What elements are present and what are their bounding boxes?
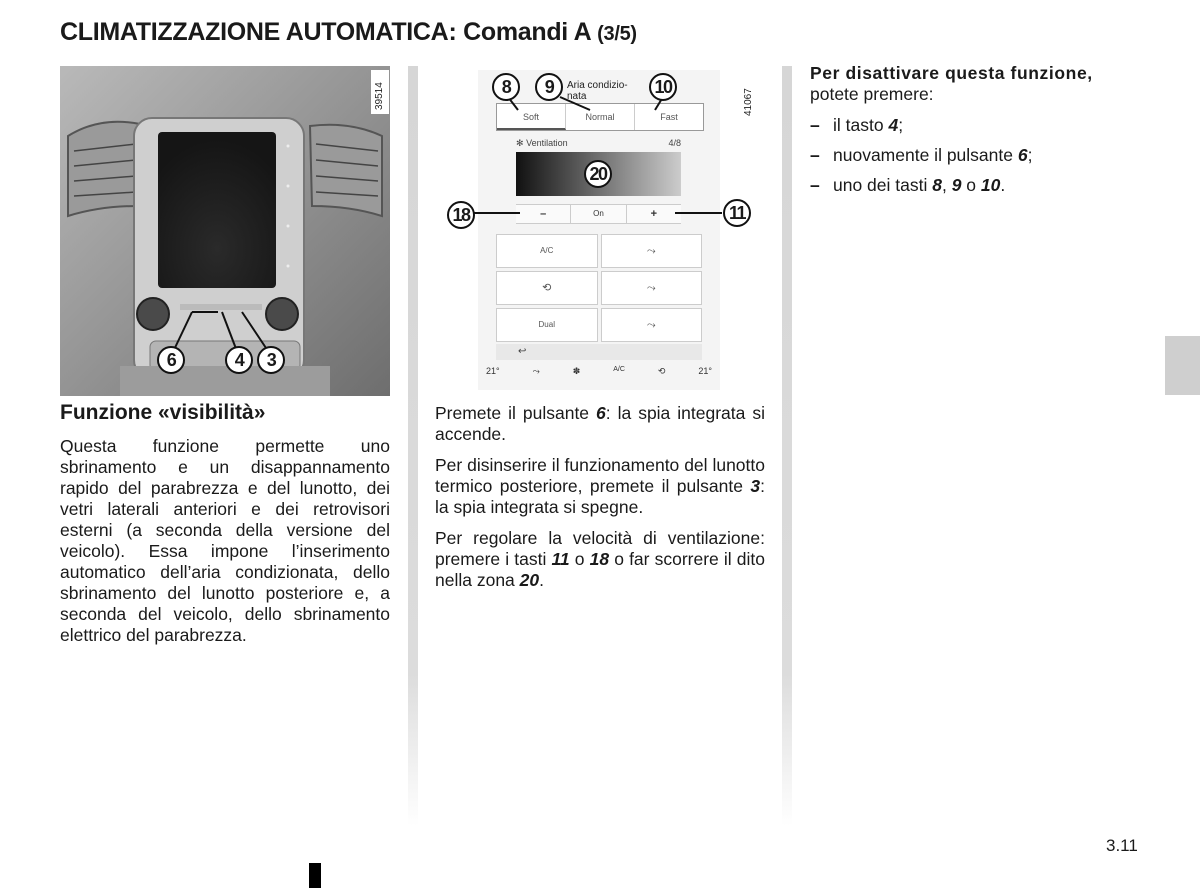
page-title [60,18,637,47]
back-icon[interactable]: ↩ [518,346,527,357]
p3-ref-20: 20 [519,570,540,590]
p3-ref-18: 18 [589,549,610,569]
screen-leader-lines [450,70,780,392]
item2-text-b: ; [1027,145,1033,165]
list-item [810,145,1140,166]
p1-text-a: Premete il pulsante [435,403,597,423]
airflow-feet-icon[interactable]: ⤳ [601,271,703,305]
item2-ref-6: 6 [1017,145,1028,165]
p2-text-b: : la spia integrata si spegne. [435,476,765,517]
column-separator-right [782,66,792,826]
item2-text-a: nuovamente il pulsante [833,145,1018,165]
page-number: 3.11 [1106,836,1138,855]
callout-6-dashboard: 6 [157,346,185,374]
status-left-temp[interactable]: 21° [486,366,500,376]
airflow-windscreen-icon[interactable]: ⤳ [601,308,703,342]
callout-20: 20 [584,160,612,188]
list-dash: – [810,175,820,195]
p1-text-b: : la spia integrata si accende. [435,403,765,444]
item1-ref-4: 4 [888,115,899,135]
item3-ref-9: 9 [951,175,962,195]
callout-4-dashboard: 4 [225,346,253,374]
deactivate-list [810,115,1140,196]
p3-text-o: o [569,549,590,569]
ventilation-minus-button[interactable]: – [540,208,547,220]
right-column-text [810,63,1140,205]
middle-paragraph-1 [435,403,765,445]
status-recirculation-icon[interactable]: ⟲ [657,366,666,376]
status-airflow-icon[interactable]: ⤳ [532,366,540,376]
list-dash: – [810,115,820,135]
column-separator-left [408,66,418,826]
left-column-text [60,436,390,656]
ventilation-on-button[interactable]: On [570,205,626,223]
status-right-temp[interactable]: 21° [698,366,712,376]
list-dash: – [810,145,820,165]
item1-text-b: ; [898,115,904,135]
p3-text-c: . [539,570,544,590]
chapter-side-tab [1165,336,1200,395]
dual-button[interactable]: Dual [496,308,598,342]
recirculation-icon[interactable]: ⟲ [496,271,598,305]
mode-soft-button[interactable]: Soft [497,104,566,130]
ventilation-label: Ventilation [526,138,568,148]
callout-9: 9 [535,73,563,101]
fan-icon: ✻ [516,138,524,148]
title-text: CLIMATIZZAZIONE AUTOMATICA: Comandi A [60,18,591,46]
deactivate-intro-bold: Per disattivare questa funzione, [810,63,1093,83]
status-ac[interactable]: A/C [613,366,625,373]
item3-text-a: uno dei tasti [833,175,933,195]
image-id-39514: 39514 [374,82,385,110]
deactivate-intro-rest: potete premere: [810,84,934,104]
climate-screen-figure [450,70,780,392]
list-item [810,175,1140,196]
title-page-suffix: (3/5) [597,23,637,45]
item3-sep-2: o [961,175,981,195]
image-id-box [371,70,389,114]
image-id-41067: 41067 [743,88,754,116]
p2-ref-3: 3 [750,476,761,496]
p3-ref-11: 11 [551,549,570,569]
item3-ref-8: 8 [932,175,942,195]
dashboard-illustration [60,66,390,396]
airflow-face-icon[interactable]: ⤳ [601,234,703,268]
aria-label-line-2: nata [567,91,587,102]
middle-paragraph-3 [435,528,765,591]
ventilation-level: 4/8 [668,138,681,148]
list-item [810,115,1140,136]
mode-normal-button[interactable]: Normal [566,104,635,130]
item3-text-b: . [1000,175,1006,195]
callout-18: 18 [447,201,475,229]
callout-11: 11 [723,199,751,227]
dashboard-photo [60,66,390,396]
section-heading-visibility: Funzione «visibilità» [60,401,266,424]
p3-text-b: o far scorrere il dito nella zona [435,549,766,590]
callout-8: 8 [492,73,520,101]
middle-column-text [435,403,765,601]
ventilation-plus-button[interactable]: + [650,208,658,220]
p3-text-a: Per regolare la velocità di ventilazione: premere i tasti [435,528,765,569]
visibility-description: Questa funzione permette uno sbrinamento e un disappannamento rapido del parabrezza e del lunotto, dei vetri laterali anteriori e dei retrovisori esterni (a seconda della versione del veicolo). Essa impone l’inserimento automatico dell’aria condizionata, dello sbrinamento del lunotto posteriore e, a seconda del veicolo, dello sbrinamento elettrico del parabrezza. [60,436,390,645]
callout-3-dashboard: 3 [257,346,285,374]
callout-10: 10 [649,73,677,101]
mode-fast-button[interactable]: Fast [660,112,678,122]
p1-ref-6: 6 [596,403,606,423]
item3-ref-10: 10 [980,175,1001,195]
status-fan-icon[interactable]: ✽ [572,366,581,376]
print-mark [309,863,321,888]
item3-sep-1: , [941,175,952,195]
aria-label-line-1: Aria condizio- [567,80,628,91]
item1-text-a: il tasto [833,115,889,135]
ac-button[interactable]: A/C [496,234,598,268]
middle-paragraph-2 [435,455,765,518]
p2-text-a: Per disinserire il funzionamento del lunotto termico posteriore, premete il pulsante [435,455,765,496]
